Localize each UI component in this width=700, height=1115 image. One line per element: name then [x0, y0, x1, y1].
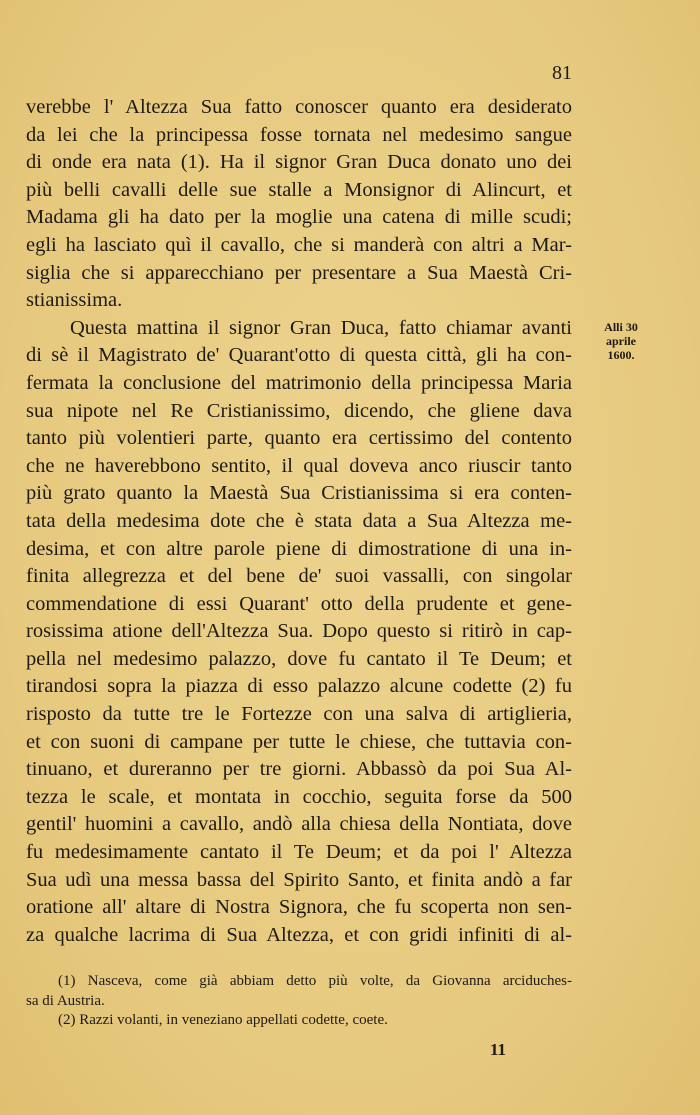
margin-note-line: Alli 30: [604, 320, 638, 334]
text-line: tanto più volentieri parte, quanto era certissimo del contento: [26, 427, 572, 450]
margin-date-note: [592, 320, 650, 362]
text-line: da lei che la principessa fosse tornata nel medesimo sangue: [26, 123, 572, 146]
text-line: egli ha lasciato quì il cavallo, che si manderà con altri a Mar-: [26, 233, 572, 256]
body-text: [26, 94, 572, 949]
footnotes: [26, 972, 572, 1031]
text-line: et con suoni di campane per tutte le chiese, che tuttavia con-: [26, 730, 572, 753]
text-line: Madama gli ha dato per la moglie una catena di mille scudi;: [26, 206, 572, 229]
text-line: rosissima atione dell'Altezza Sua. Dopo questo si ritirò in cap-: [26, 620, 572, 643]
text-line: più belli cavalli delle sue stalle a Monsignor di Alincurt, et: [26, 178, 572, 201]
printer-signature-mark: 11: [489, 1040, 507, 1059]
footnote-line: (2) Razzi volanti, in veneziano appellati codette, coete.: [58, 1012, 388, 1028]
text-line: risposto da tutte tre le Fortezze con una salva di artiglieria,: [26, 703, 572, 726]
text-line: za qualche lacrima di Sua Altezza, et con gridi infiniti di al-: [26, 923, 572, 946]
text-line: finita allegrezza et del bene de' suoi vassalli, con singolar: [26, 565, 572, 588]
text-line: commendatione di essi Quarant' otto della prudente et gene-: [26, 592, 572, 615]
text-line: desima, et con altre parole piene di dimostratione di una in-: [26, 537, 572, 560]
text-line: verebbe l' Altezza Sua fatto conoscer quanto era desiderato: [26, 96, 572, 118]
text-line: sua nipote nel Re Cristianissimo, dicendo, che gliene dava: [26, 399, 572, 422]
footnote-line: sa di Austria.: [26, 992, 105, 1009]
text-line: tirandosi sopra la piazza di esso palazzo alcune codette (2) fu: [26, 675, 572, 698]
text-line: stianissima.: [26, 289, 123, 312]
margin-note-line: 1600.: [607, 348, 635, 362]
text-line: tata della medesima dote che è stata data a Sua Altezza me-: [26, 509, 572, 532]
text-line: che ne haverebbono sentito, il qual doveva anco riuscir tanto: [26, 454, 572, 477]
page-number: 81: [552, 62, 572, 84]
text-line: tinuano, et dureranno per tre giorni. Abbassò da poi Sua Al-: [26, 758, 572, 781]
footnote-line: (1) Nasceva, come già abbiam detto più volte, da Giovanna arciduches-: [58, 973, 572, 989]
text-line: fu medesimamente cantato il Te Deum; et da poi l' Altezza: [26, 841, 572, 864]
text-line: tezza le scale, et montata in cocchio, seguita forse da 500: [26, 785, 572, 808]
text-line: fermata la conclusione del matrimonio della principessa Maria: [26, 371, 572, 394]
text-line: siglia che si apparecchiano per presentare a Sua Maestà Cri-: [26, 261, 572, 284]
text-line: gentil' huomini a cavallo, andò alla chiesa della Nontiata, dove: [26, 813, 572, 836]
margin-note-line: aprile: [606, 334, 636, 348]
text-line: più grato quanto la Maestà Sua Cristianissima si era conten-: [26, 482, 572, 505]
text-line: di onde era nata (1). Ha il signor Gran Duca donato uno dei: [26, 151, 572, 174]
text-line: oratione all' altare di Nostra Signora, che fu scoperta non sen-: [26, 896, 572, 919]
text-line: di sè il Magistrato de' Quarant'otto di questa città, gli ha con-: [26, 344, 572, 367]
paragraph-start-line: Questa mattina il signor Gran Duca, fatto chiamar avanti: [70, 316, 572, 339]
text-line: Sua udì una messa bassa del Spirito Santo, et finita andò a far: [26, 868, 572, 891]
text-line: pella nel medesimo palazzo, dove fu cantato il Te Deum; et: [26, 647, 572, 670]
